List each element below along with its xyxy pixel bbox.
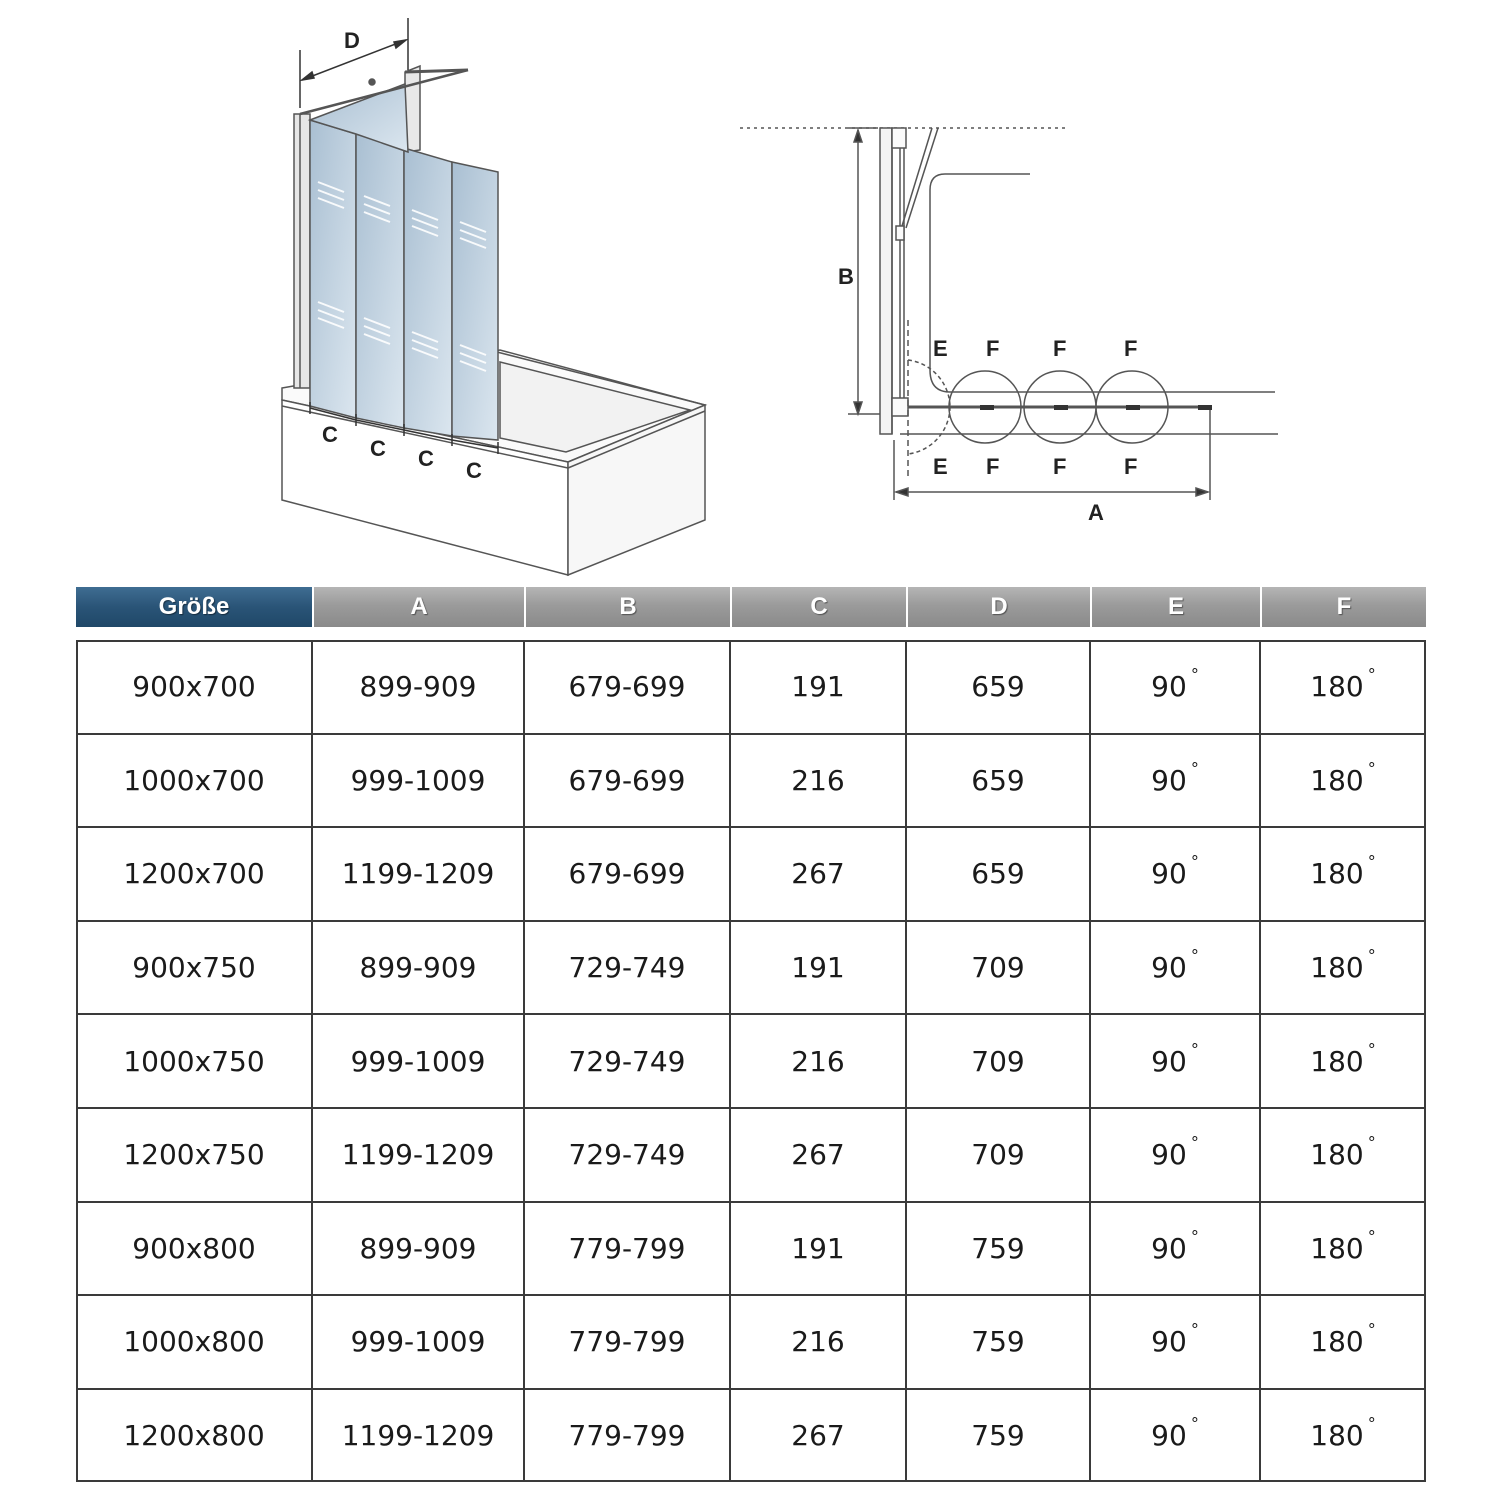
cell-value: 900x700 — [132, 670, 256, 704]
cell-value: 659 — [971, 670, 1025, 704]
cell-value: 759 — [971, 1325, 1025, 1359]
cell-value: 180 — [1310, 1044, 1364, 1078]
column-header-1: A — [312, 587, 524, 627]
table-cell — [76, 1202, 312, 1296]
table-cell — [730, 1389, 906, 1483]
label-e-bottom: E — [933, 454, 948, 479]
table-cell — [730, 734, 906, 828]
degree-symbol: ° — [1367, 1414, 1376, 1434]
table-cell — [1260, 827, 1426, 921]
glass-screen-drawing — [294, 66, 498, 440]
row-divider — [76, 1294, 1426, 1296]
cell-value: 729-749 — [568, 1044, 686, 1078]
cell-value: 729-749 — [568, 951, 686, 985]
table-cell — [730, 827, 906, 921]
table-cell — [906, 640, 1090, 734]
cell-value: 709 — [971, 1138, 1025, 1172]
cell-value: 180 — [1310, 1325, 1364, 1359]
degree-symbol: ° — [1367, 1320, 1376, 1340]
cell-value: 659 — [971, 763, 1025, 797]
table-cell — [312, 1108, 524, 1202]
row-divider — [76, 1107, 1426, 1109]
cell-value: 267 — [791, 1138, 845, 1172]
table-cell — [312, 827, 524, 921]
table-cell — [76, 921, 312, 1015]
cell-value: 267 — [791, 1419, 845, 1453]
label-c-3: C — [418, 446, 434, 471]
label-d: D — [344, 28, 360, 53]
table-cell — [1090, 1202, 1260, 1296]
cell-value: 999-1009 — [350, 1325, 486, 1359]
cell-value: 659 — [971, 857, 1025, 891]
table-cell — [524, 1389, 730, 1483]
table-cell — [76, 1014, 312, 1108]
table-cell — [906, 827, 1090, 921]
cell-value: 1199-1209 — [341, 1138, 495, 1172]
degree-symbol: ° — [1190, 852, 1199, 872]
cell-value: 90 — [1151, 1138, 1187, 1172]
table-cell — [730, 1014, 906, 1108]
table-cell — [524, 1014, 730, 1108]
table-cell — [906, 1014, 1090, 1108]
table-cell — [1090, 1389, 1260, 1483]
cell-value: 899-909 — [359, 951, 477, 985]
table-cell — [524, 734, 730, 828]
cell-value: 999-1009 — [350, 1044, 486, 1078]
table-cell — [524, 1108, 730, 1202]
label-f-bottom-3: F — [1124, 454, 1138, 479]
table-cell — [1260, 921, 1426, 1015]
table-cell — [76, 1389, 312, 1483]
table-cell — [1260, 1295, 1426, 1389]
column-header-5: E — [1090, 587, 1260, 627]
table-cell — [1260, 1202, 1426, 1296]
cell-value: 679-699 — [568, 857, 686, 891]
table-cell — [906, 1389, 1090, 1483]
table-cell — [312, 1014, 524, 1108]
cell-value: 90 — [1151, 1419, 1187, 1453]
cell-value: 1200x750 — [123, 1138, 265, 1172]
cell-value: 180 — [1310, 951, 1364, 985]
cell-value: 267 — [791, 857, 845, 891]
degree-symbol: ° — [1367, 758, 1376, 778]
cell-value: 1199-1209 — [341, 1419, 495, 1453]
cell-value: 1000x750 — [123, 1044, 265, 1078]
table-cell — [730, 921, 906, 1015]
degree-symbol: ° — [1367, 1133, 1376, 1153]
cell-value: 709 — [971, 1044, 1025, 1078]
cell-value: 709 — [971, 951, 1025, 985]
cell-value: 1000x800 — [123, 1325, 265, 1359]
cell-value: 900x750 — [132, 951, 256, 985]
shower-screen-diagram — [0, 0, 1500, 580]
cell-value: 180 — [1310, 1138, 1364, 1172]
label-b: B — [838, 264, 854, 289]
table-cell — [1090, 827, 1260, 921]
table-cell — [1090, 640, 1260, 734]
table-cell — [524, 1295, 730, 1389]
cell-value: 191 — [791, 1231, 845, 1265]
row-divider — [76, 1201, 1426, 1203]
degree-symbol: ° — [1190, 1226, 1199, 1246]
label-c-1: C — [322, 422, 338, 447]
column-header-6: F — [1260, 587, 1426, 627]
cell-value: 759 — [971, 1419, 1025, 1453]
cell-value: 90 — [1151, 1325, 1187, 1359]
table-cell — [1090, 1295, 1260, 1389]
table-cell — [524, 1202, 730, 1296]
table-cell — [730, 1295, 906, 1389]
degree-symbol: ° — [1190, 1320, 1199, 1340]
cell-value: 899-909 — [359, 670, 477, 704]
table-cell — [76, 640, 312, 734]
table-cell — [524, 640, 730, 734]
column-header-2: B — [524, 587, 730, 627]
table-cell — [1090, 921, 1260, 1015]
row-divider — [76, 1388, 1426, 1390]
table-cell — [76, 1295, 312, 1389]
table-cell — [76, 1108, 312, 1202]
cell-value: 90 — [1151, 857, 1187, 891]
table-cell — [312, 734, 524, 828]
cell-value: 180 — [1310, 1231, 1364, 1265]
cell-value: 90 — [1151, 763, 1187, 797]
cell-value: 90 — [1151, 670, 1187, 704]
table-cell — [1260, 1389, 1426, 1483]
cell-value: 90 — [1151, 1044, 1187, 1078]
cell-value: 899-909 — [359, 1231, 477, 1265]
table-cell — [730, 1108, 906, 1202]
degree-symbol: ° — [1367, 852, 1376, 872]
table-cell — [76, 734, 312, 828]
label-e-top: E — [933, 336, 948, 361]
column-divider — [905, 640, 907, 1482]
cell-value: 216 — [791, 1044, 845, 1078]
label-f-bottom-1: F — [986, 454, 1000, 479]
table-cell — [730, 640, 906, 734]
table-cell — [312, 1295, 524, 1389]
cell-value: 191 — [791, 951, 845, 985]
label-c-2: C — [370, 436, 386, 461]
table-cell — [906, 734, 1090, 828]
table-cell — [312, 1202, 524, 1296]
table-cell — [1090, 734, 1260, 828]
degree-symbol: ° — [1367, 665, 1376, 685]
cell-value: 180 — [1310, 763, 1364, 797]
degree-symbol: ° — [1367, 946, 1376, 966]
table-cell — [730, 1202, 906, 1296]
cell-value: 90 — [1151, 951, 1187, 985]
cell-value: 90 — [1151, 1231, 1187, 1265]
cell-value: 1000x700 — [123, 763, 265, 797]
table-cell — [906, 1108, 1090, 1202]
cell-value: 779-799 — [568, 1419, 686, 1453]
table-cell — [524, 921, 730, 1015]
degree-symbol: ° — [1190, 946, 1199, 966]
cell-value: 999-1009 — [350, 763, 486, 797]
table-grid — [76, 640, 1426, 1482]
table-cell — [906, 921, 1090, 1015]
degree-symbol: ° — [1190, 758, 1199, 778]
cell-value: 180 — [1310, 670, 1364, 704]
cell-value: 1200x800 — [123, 1419, 265, 1453]
cell-value: 1200x700 — [123, 857, 265, 891]
column-divider — [523, 640, 525, 1482]
degree-symbol: ° — [1190, 1039, 1199, 1059]
table-cell — [1260, 1014, 1426, 1108]
cell-value: 216 — [791, 1325, 845, 1359]
degree-symbol: ° — [1190, 1414, 1199, 1434]
column-header-0: Größe — [76, 587, 312, 627]
column-header-4: D — [906, 587, 1090, 627]
column-divider — [1089, 640, 1091, 1482]
table-cell — [312, 640, 524, 734]
degree-symbol: ° — [1190, 1133, 1199, 1153]
table-cell — [1090, 1108, 1260, 1202]
cell-value: 779-799 — [568, 1325, 686, 1359]
cell-value: 191 — [791, 670, 845, 704]
cell-value: 216 — [791, 763, 845, 797]
cell-value: 679-699 — [568, 670, 686, 704]
table-cell — [1090, 1014, 1260, 1108]
row-divider — [76, 920, 1426, 922]
table-cell — [1260, 734, 1426, 828]
row-divider — [76, 1013, 1426, 1015]
cell-value: 180 — [1310, 857, 1364, 891]
row-divider — [76, 733, 1426, 735]
column-divider — [1259, 640, 1261, 1482]
column-divider — [311, 640, 313, 1482]
label-f-top-2: F — [1053, 336, 1067, 361]
cell-value: 900x800 — [132, 1231, 256, 1265]
cell-value: 1199-1209 — [341, 857, 495, 891]
label-f-bottom-2: F — [1053, 454, 1067, 479]
degree-symbol: ° — [1190, 665, 1199, 685]
table-cell — [1260, 640, 1426, 734]
table-cell — [312, 921, 524, 1015]
cell-value: 180 — [1310, 1419, 1364, 1453]
column-divider — [729, 640, 731, 1482]
table-cell — [1260, 1108, 1426, 1202]
label-a: A — [1088, 500, 1104, 525]
table-cell — [312, 1389, 524, 1483]
table-cell — [524, 827, 730, 921]
label-c-4: C — [466, 458, 482, 483]
table-cell — [906, 1202, 1090, 1296]
cell-value: 779-799 — [568, 1231, 686, 1265]
table-cell — [906, 1295, 1090, 1389]
degree-symbol: ° — [1367, 1039, 1376, 1059]
label-f-top-1: F — [986, 336, 1000, 361]
cell-value: 759 — [971, 1231, 1025, 1265]
cell-value: 679-699 — [568, 763, 686, 797]
degree-symbol: ° — [1367, 1226, 1376, 1246]
row-divider — [76, 826, 1426, 828]
column-header-3: C — [730, 587, 906, 627]
cell-value: 729-749 — [568, 1138, 686, 1172]
technical-view — [740, 128, 1278, 500]
table-cell — [76, 827, 312, 921]
label-f-top-3: F — [1124, 336, 1138, 361]
